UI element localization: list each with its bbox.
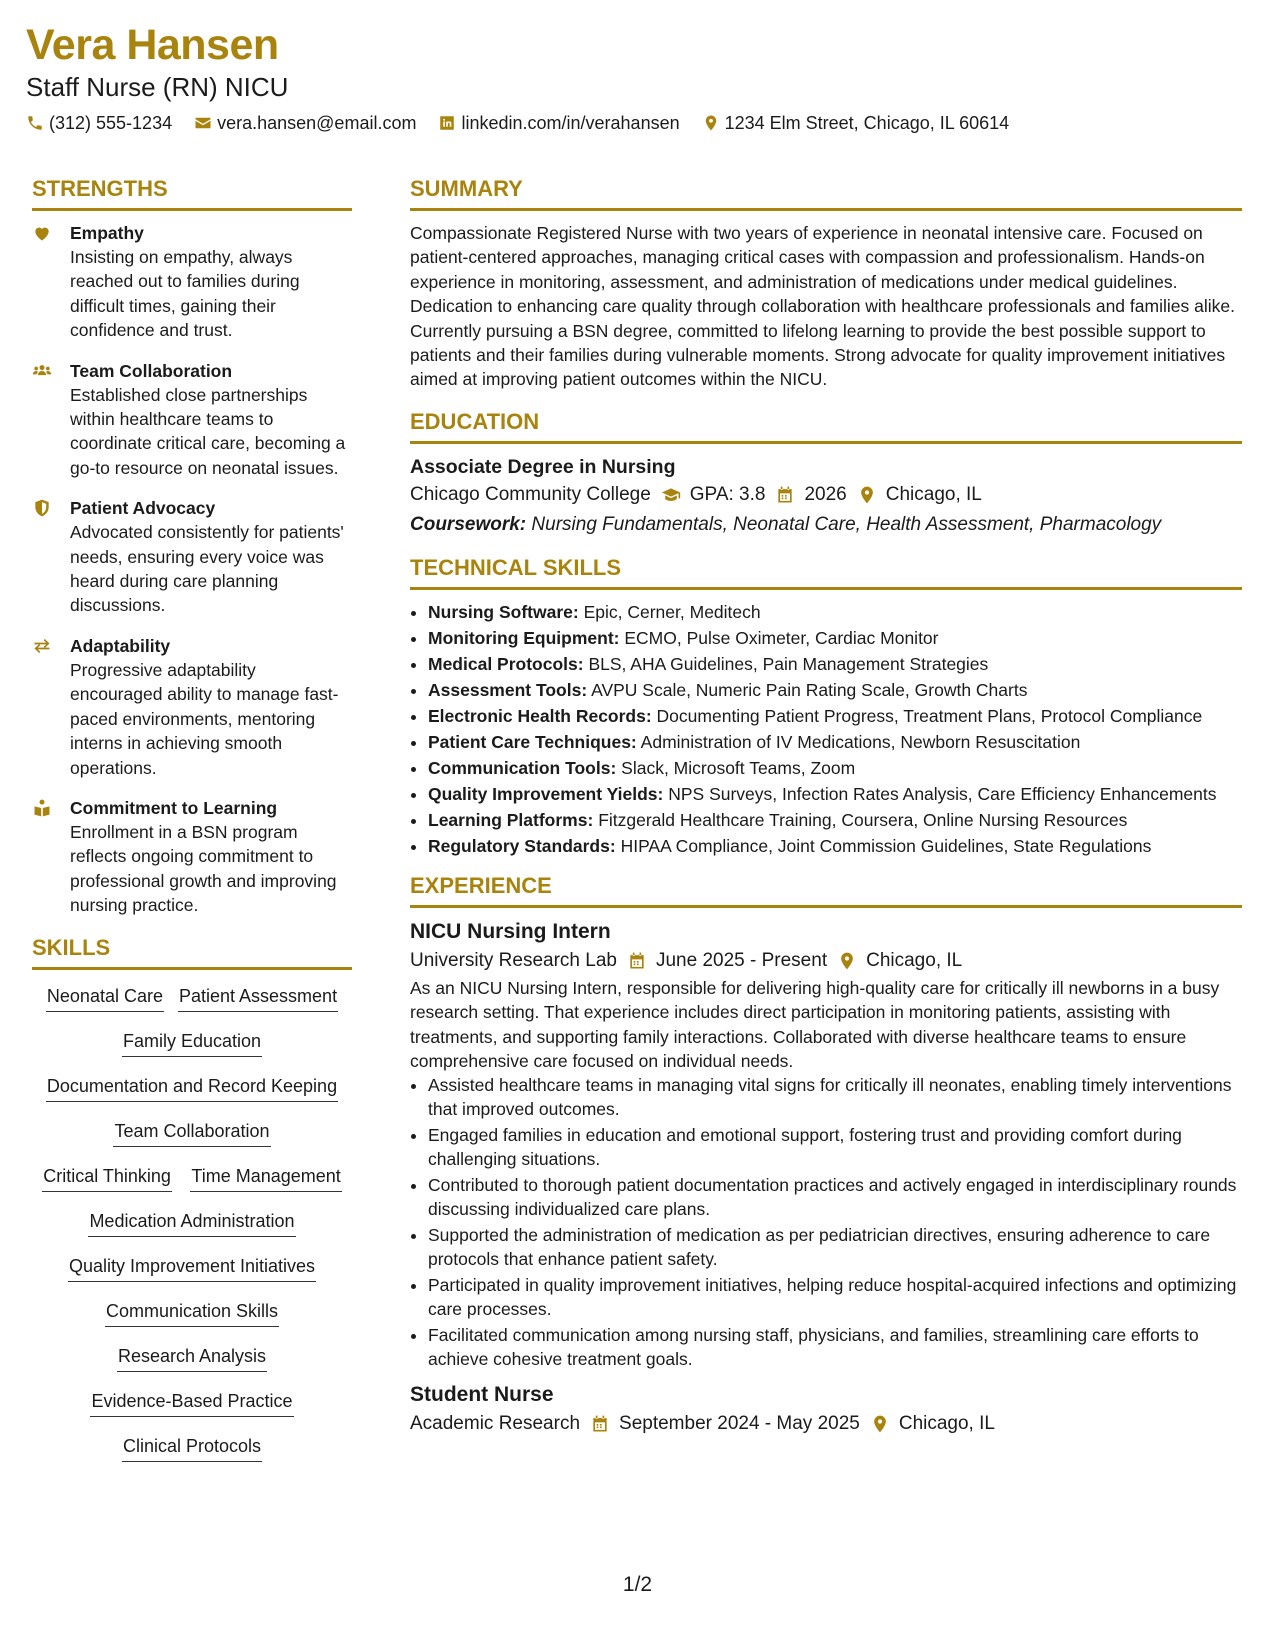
skill-tag: Team Collaboration <box>113 1119 270 1147</box>
tech-skill-value: Administration of IV Medications, Newborn Resuscitation <box>640 731 1081 752</box>
graduation-cap-icon <box>661 485 681 505</box>
calendar-icon <box>627 951 647 971</box>
tech-skill-item <box>428 834 1242 858</box>
right-column <box>410 175 1242 1439</box>
technical-skills-title: TECHNICAL SKILLS <box>410 554 622 580</box>
contact-linkedin[interactable] <box>438 112 679 134</box>
email-text: vera.hansen@email.com <box>217 113 417 133</box>
tech-skill-item <box>428 678 1242 702</box>
job-location: Chicago, IL <box>866 949 963 971</box>
education-location: Chicago, IL <box>885 483 982 505</box>
strength-title: Commitment to Learning <box>70 797 278 818</box>
contact-address <box>702 112 1010 134</box>
tech-skill-value: ECMO, Pulse Oximeter, Cardiac Monitor <box>624 627 939 648</box>
experience-divider <box>410 905 1242 908</box>
tech-skill-value: NPS Surveys, Infection Rates Analysis, Care Efficiency Enhancements <box>668 783 1217 804</box>
contact-email[interactable] <box>194 112 416 134</box>
strength-desc: Enrollment in a BSN program reflects ongoing commitment to professional growth and improving nursing practice. <box>70 821 337 916</box>
tech-skill-label: Nursing Software: <box>428 601 579 622</box>
tech-skill-label: Medical Protocols: <box>428 653 584 674</box>
strength-title: Team Collaboration <box>70 360 233 381</box>
tech-skill-value: AVPU Scale, Numeric Pain Rating Scale, Growth Charts <box>591 679 1028 700</box>
strength-title: Empathy <box>70 223 144 243</box>
job-title: Student Nurse <box>410 1383 554 1407</box>
tech-skill-label: Quality Improvement Yields: <box>428 783 664 804</box>
tech-skill-item <box>428 782 1242 806</box>
technical-skills-list <box>410 600 1242 858</box>
tech-skill-label: Learning Platforms: <box>428 809 594 830</box>
tech-skill-item <box>428 652 1242 676</box>
education-title: EDUCATION <box>410 408 540 434</box>
linkedin-icon <box>438 114 456 132</box>
skill-tag: Documentation and Record Keeping <box>46 1074 338 1102</box>
tech-skill-value: Slack, Microsoft Teams, Zoom <box>621 757 856 778</box>
job-description: As an NICU Nursing Intern, responsible for delivering high-quality care for critically ill newborns in a busy research setting. That experience includes direct participation in monitoring patients, assisting with treatments, and supporting family interactions. Collaborated with diverse healthcare teams to ensure comprehensive care focused on individual needs. <box>410 977 1220 1072</box>
skill-tag: Neonatal Care <box>46 984 164 1012</box>
tech-skill-item <box>428 756 1242 780</box>
strength-desc: Established close partnerships within healthcare teams to coordinate critical care, becoming a go-to resource on neonatal issues. <box>70 384 346 478</box>
job-bullets <box>410 1073 1242 1371</box>
calendar-icon <box>775 485 795 505</box>
strength-item <box>32 221 352 343</box>
map-marker-icon <box>857 485 877 505</box>
education-degree: Associate Degree in Nursing <box>410 455 676 478</box>
phone-icon <box>26 114 44 132</box>
job-org: University Research Lab <box>410 949 617 971</box>
users-icon <box>32 361 52 381</box>
tech-skill-label: Electronic Health Records: <box>428 705 652 726</box>
heart-icon <box>32 223 52 243</box>
job-dates: June 2025 - Present <box>655 949 828 971</box>
job-location: Chicago, IL <box>898 1413 995 1435</box>
tech-skill-item <box>428 808 1242 832</box>
strength-desc: Progressive adaptability encouraged ability to manage fast-paced environments, mentoring interns in achieving smooth operations. <box>70 659 339 778</box>
job-entry <box>410 918 1242 1372</box>
job-org: Academic Research <box>410 1413 581 1435</box>
coursework-label: Coursework: <box>410 513 527 535</box>
tech-skill-item <box>428 626 1242 650</box>
job-meta <box>410 946 1242 976</box>
job-role: Staff Nurse (RN) NICU <box>26 72 289 102</box>
skills-title: SKILLS <box>32 934 111 960</box>
technical-skills-divider <box>410 587 1242 590</box>
tech-skill-item <box>428 730 1242 754</box>
job-meta <box>410 1409 1242 1439</box>
contact-bar <box>26 112 1009 134</box>
skill-tag: Patient Assessment <box>178 984 338 1012</box>
education-meta <box>410 480 1242 510</box>
page-number: 1/2 <box>622 1573 653 1596</box>
calendar-icon <box>590 1414 610 1434</box>
tech-skill-label: Monitoring Equipment: <box>428 627 620 648</box>
map-marker-icon <box>702 114 720 132</box>
education-coursework <box>410 510 1242 540</box>
book-reader-icon <box>32 798 52 818</box>
strength-title: Adaptability <box>70 635 171 656</box>
job-title: NICU Nursing Intern <box>410 919 611 943</box>
tech-skill-value: Epic, Cerner, Meditech <box>583 601 761 622</box>
exchange-icon <box>32 636 52 656</box>
strength-item <box>32 634 352 780</box>
tech-skill-value: HIPAA Compliance, Joint Commission Guidelines, State Regulations <box>620 835 1152 856</box>
summary-title: SUMMARY <box>410 176 523 201</box>
linkedin-text: linkedin.com/in/verahansen <box>461 113 680 133</box>
education-gpa: GPA: 3.8 <box>689 483 766 505</box>
tech-skill-label: Regulatory Standards: <box>428 835 616 856</box>
job-entry <box>410 1381 1242 1439</box>
skill-tag: Quality Improvement Initiatives <box>68 1254 316 1282</box>
tech-skill-label: Communication Tools: <box>428 757 617 778</box>
candidate-name: Vera Hansen <box>26 21 279 69</box>
tech-skill-item <box>428 600 1242 624</box>
tech-skill-label: Patient Care Techniques: <box>428 731 637 752</box>
envelope-icon <box>194 114 212 132</box>
strengths-title: STRENGTHS <box>32 176 168 201</box>
education-year: 2026 <box>804 483 847 505</box>
skill-tag: Family Education <box>122 1029 262 1057</box>
skill-tag: Research Analysis <box>117 1344 267 1372</box>
phone-text: (312) 555-1234 <box>49 113 173 133</box>
strength-desc: Insisting on empathy, always reached out to families during difficult times, gaining their confidence and trust. <box>70 247 300 341</box>
skills-list <box>32 980 352 1475</box>
strength-title: Patient Advocacy <box>70 498 216 519</box>
skills-divider <box>32 967 352 970</box>
job-bullet: • Participated in quality improvement initiatives, helping reduce hospital-acquired infections and optimizing care processes. <box>428 1273 1242 1321</box>
job-bullet: • Contributed to thorough patient documentation practices and actively engaged in interdisciplinary rounds discussing individualized care plans. <box>428 1173 1242 1221</box>
map-marker-icon <box>870 1414 890 1434</box>
tech-skill-label: Assessment Tools: <box>428 679 588 700</box>
education-divider <box>410 441 1242 444</box>
coursework-text: Nursing Fundamentals, Neonatal Care, Health Assessment, Pharmacology <box>531 513 1162 535</box>
strength-item <box>32 496 352 618</box>
strength-desc: Advocated consistently for patients' needs, ensuring every voice was heard during care planning discussions. <box>70 522 344 616</box>
job-bullet: • Assisted healthcare teams in managing vital signs for critically ill neonates, enabling timely interventions that improved outcomes. <box>428 1073 1242 1121</box>
skill-tag: Evidence-Based Practice <box>90 1389 293 1417</box>
shield-icon <box>32 498 52 518</box>
skill-tag: Medication Administration <box>88 1209 295 1237</box>
map-marker-icon <box>837 951 857 971</box>
address-text: 1234 Elm Street, Chicago, IL 60614 <box>724 113 1010 133</box>
skill-tag: Critical Thinking <box>42 1164 172 1192</box>
job-bullet: • Facilitated communication among nursing staff, physicians, and families, streamlining care efforts to achieve cohesive treatment goals. <box>428 1323 1242 1371</box>
education-school: Chicago Community College <box>410 483 651 505</box>
summary-text: Compassionate Registered Nurse with two years of experience in neonatal intensive care. Focused on patient-centered approaches, managing critical cases with compassion and professionalism. Hands-on experience in monitoring, assessment, and administration of medications under medical guidelines. Dedication to enhancing care quality through collaboration with healthcare professionals and families alike. Currently pursuing a BSN degree, committed to lifelong learning to provide the best possible support to patients and their families during vulnerable moments. Strong advocate for quality improvement initiatives aimed at improving patient outcomes within the NICU. <box>410 223 1235 390</box>
tech-skill-value: Fitzgerald Healthcare Training, Coursera, Online Nursing Resources <box>598 809 1128 830</box>
tech-skill-value: BLS, AHA Guidelines, Pain Management Strategies <box>588 653 989 674</box>
contact-phone[interactable] <box>26 112 172 134</box>
tech-skill-item <box>428 704 1242 728</box>
job-bullet: • Engaged families in education and emotional support, fostering trust and providing comfort during challenging situations. <box>428 1123 1242 1171</box>
experience-title: EXPERIENCE <box>410 872 552 898</box>
skill-tag: Clinical Protocols <box>122 1434 262 1462</box>
job-bullet: • Supported the administration of medication as per pediatrician directives, ensuring adherence to care protocols that enhance patient safety. <box>428 1223 1242 1271</box>
job-dates: September 2024 - May 2025 <box>619 1413 860 1435</box>
tech-skill-value: Documenting Patient Progress, Treatment Plans, Protocol Compliance <box>656 705 1203 726</box>
skill-tag: Time Management <box>190 1164 341 1192</box>
strengths-divider <box>32 208 352 211</box>
strength-item <box>32 796 352 918</box>
left-column <box>32 175 352 1475</box>
skill-tag: Communication Skills <box>105 1299 279 1327</box>
summary-divider <box>410 208 1242 211</box>
strength-item <box>32 359 352 481</box>
